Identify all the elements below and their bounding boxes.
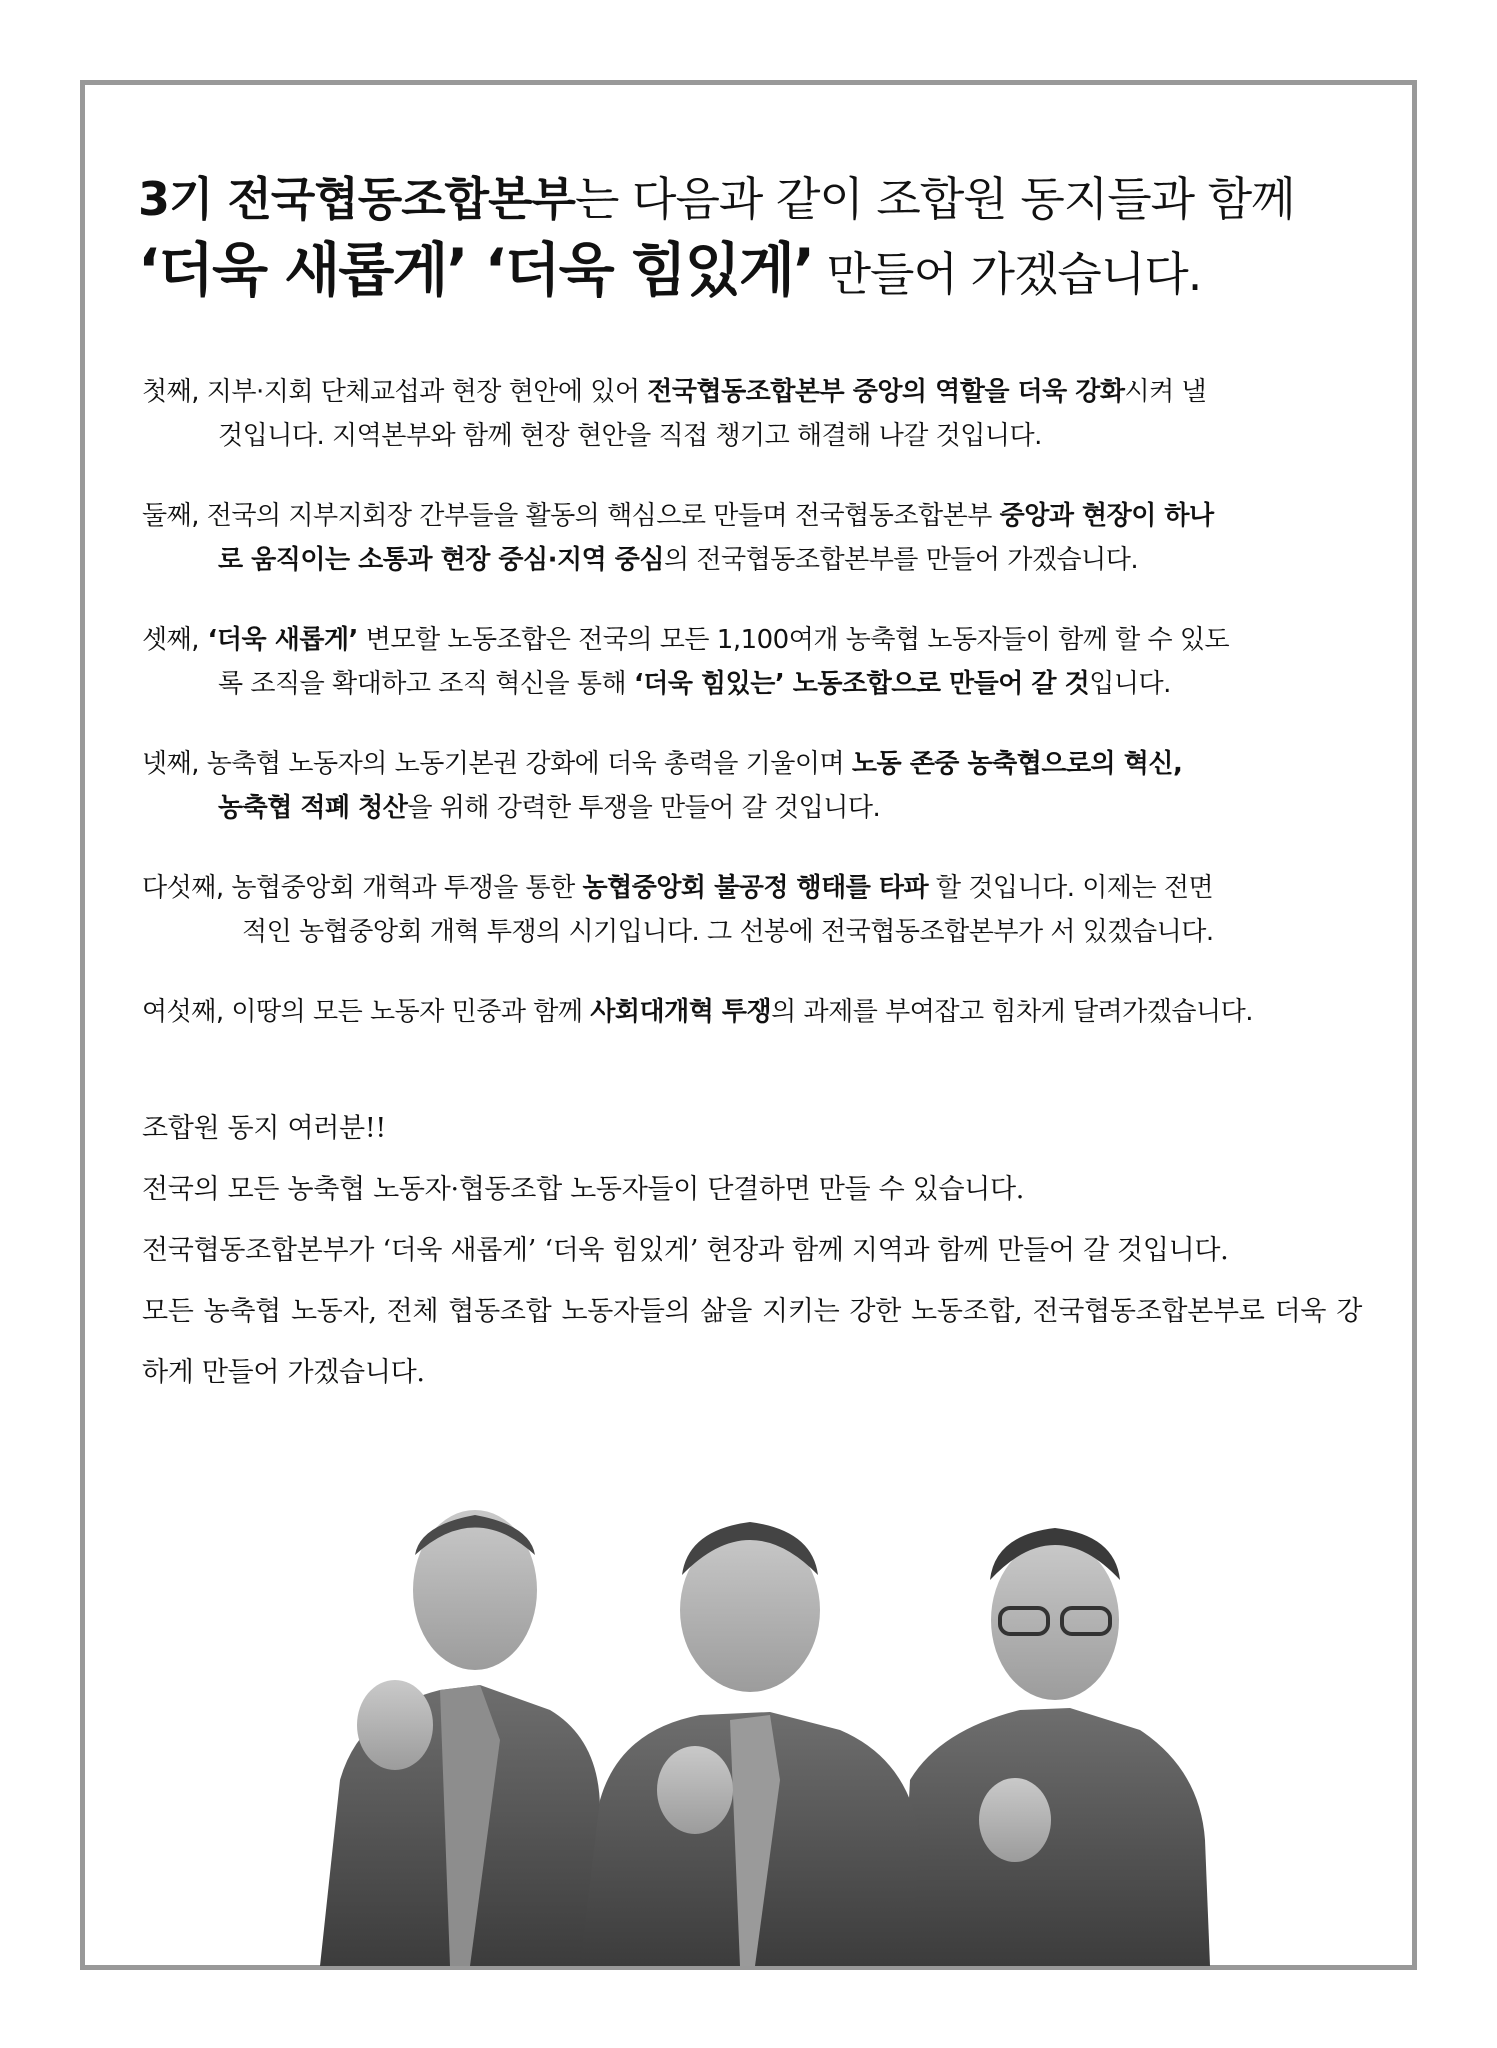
headline-line-1 <box>138 168 1368 230</box>
pledge-continuation: 적인 농협중앙회 개혁 투쟁의 시기입니다. 그 선봉에 전국협동조합본부가 서 있겠습니다. <box>242 917 1214 947</box>
pledge-text: 록 조직을 확대하고 조직 혁신을 통해 <box>218 669 634 699</box>
closing-line: 전국의 모든 농축협 노동자·협동조합 노동자들이 단결하면 만들 수 있습니다. <box>142 1174 1025 1205</box>
pledge-item-6 <box>142 990 1362 1034</box>
pledge-item-4 <box>142 742 1362 830</box>
pledge-emphasis: 농축협 적폐 청산 <box>218 793 408 823</box>
pledge-emphasis: 노동 존중 농축협으로의 혁신, <box>851 749 1183 779</box>
pledge-continuation <box>142 662 1362 706</box>
pledge-lead: 넷째, <box>142 749 199 779</box>
person-right <box>900 1528 1210 1966</box>
closing-line: 모든 농축협 노동자, 전체 협동조합 노동자들의 삶을 지키는 강한 노동조합, 전국협동조합본부로 더욱 강하게 만들어 가겠습니다. <box>142 1296 1362 1388</box>
person-left <box>320 1510 600 1966</box>
pledge-text: 농축협 노동자의 노동기본권 강화에 더욱 총력을 기울이며 <box>199 749 852 779</box>
pledge-lead: 둘째, <box>142 501 199 531</box>
pledge-lead: 셋째, <box>142 625 199 655</box>
pledge-text: 할 것입니다. 이제는 전면 <box>928 873 1214 903</box>
pledge-text: 시켜 낼 <box>1124 377 1207 407</box>
pledge-item-3 <box>142 618 1362 706</box>
pledge-text: 농협중앙회 개혁과 투쟁을 통한 <box>223 873 583 903</box>
pledge-emphasis: 로 움직이는 소통과 현장 중심·지역 중심 <box>218 545 664 575</box>
pledge-emphasis: 중앙과 현장이 하나 <box>999 501 1214 531</box>
headline-bold-1: 3기 전국협동조합본부 <box>138 172 575 226</box>
pledge-emphasis: ‘더욱 힘있는’ 노동조합으로 만들어 갈 것 <box>633 669 1090 699</box>
group-photo <box>300 1480 1220 1966</box>
pledge-text: 입니다. <box>1089 669 1171 699</box>
pledge-continuation <box>142 538 1362 582</box>
pledge-text: 을 위해 강력한 투쟁을 만들어 갈 것입니다. <box>407 793 881 823</box>
closing-line: 조합원 동지 여러분!! <box>142 1113 386 1144</box>
headline-text-2: 만들어 가겠습니다. <box>813 247 1202 301</box>
person-center <box>580 1522 920 1966</box>
pledge-text: 이땅의 모든 노동자 민중과 함께 <box>223 997 591 1027</box>
pledge-emphasis: ‘더욱 새롭게’ <box>199 625 358 655</box>
pledge-emphasis: 사회대개혁 투쟁 <box>590 997 772 1027</box>
pledge-continuation <box>142 786 1362 830</box>
pledge-lead: 여섯째, <box>142 997 224 1027</box>
closing-message <box>142 1098 1362 1403</box>
pledge-text: 의 전국협동조합본부를 만들어 가겠습니다. <box>664 545 1139 575</box>
pledge-lead: 다섯째, <box>142 873 224 903</box>
pledge-text: 의 과제를 부여잡고 힘차게 달려가겠습니다. <box>771 997 1254 1027</box>
pledge-continuation: 것입니다. 지역본부와 함께 현장 현안을 직접 챙기고 해결해 나갈 것입니다. <box>218 421 1042 451</box>
headline <box>138 168 1368 310</box>
pledge-emphasis: 농협중앙회 불공정 행태를 타파 <box>582 873 929 903</box>
headline-bold-2: ‘더욱 새롭게’ ‘더욱 힘있게’ <box>138 236 813 304</box>
pledge-item-5 <box>142 866 1362 954</box>
pledge-list <box>142 370 1362 1070</box>
headline-text-1: 는 다음과 같이 조합원 동지들과 함께 <box>574 172 1295 226</box>
pledge-lead: 첫째, <box>142 377 199 407</box>
pledge-text: 지부·지회 단체교섭과 현장 현안에 있어 <box>199 377 648 407</box>
closing-line: 전국협동조합본부가 ‘더욱 새롭게’ ‘더욱 힘있게’ 현장과 함께 지역과 함께 만들어 갈 것입니다. <box>142 1235 1229 1266</box>
headline-line-2 <box>138 234 1368 310</box>
pledge-text: 변모할 노동조합은 전국의 모든 1,100여개 농축협 노동자들이 함께 할 수 있도 <box>357 625 1230 655</box>
pledge-text: 전국의 지부지회장 간부들을 활동의 핵심으로 만들며 전국협동조합본부 <box>199 501 1000 531</box>
pledge-emphasis: 전국협동조합본부 중앙의 역할을 더욱 강화 <box>647 377 1125 407</box>
pledge-item-2 <box>142 494 1362 582</box>
pledge-item-1 <box>142 370 1362 458</box>
